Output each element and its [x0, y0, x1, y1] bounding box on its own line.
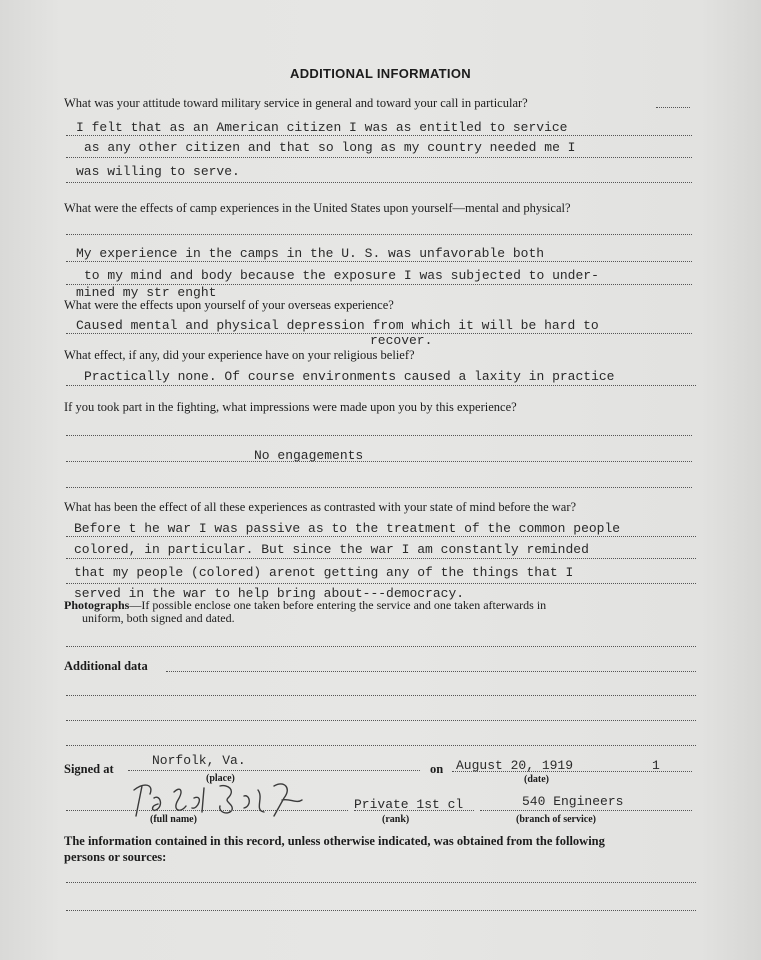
- full-name-caption: (full name): [150, 814, 197, 825]
- answer-rule: [66, 720, 696, 721]
- answer-rule: [66, 461, 692, 462]
- answer-rule: [452, 771, 692, 772]
- rank-caption: (rank): [382, 814, 410, 825]
- additional-data-label: Additional data: [64, 659, 148, 673]
- answer-rule: [66, 385, 696, 386]
- answer-line: served in the war to help bring about---democracy.: [74, 586, 465, 601]
- answer-line: that my people (colored) arenot getting any of the things that I: [74, 565, 574, 580]
- answer-rule: [66, 695, 696, 696]
- signed-date: August 20, 1919: [456, 758, 574, 773]
- answer-rule: [66, 182, 692, 183]
- answer-rule: [66, 261, 692, 262]
- sources-text: The information contained in this record, unless otherwise indicated, was obtained from the following: [64, 834, 605, 848]
- signed-rank: Private 1st cl: [354, 797, 464, 812]
- place-caption: (place): [206, 773, 235, 784]
- question-camp-effects: What were the effects of camp experiences in the United States upon yourself—mental and physical?: [64, 201, 571, 215]
- answer-rule: [66, 536, 696, 537]
- answer-line: No engagements: [254, 448, 364, 463]
- answer-rule: [354, 810, 474, 811]
- answer-line: mined my str enght: [76, 285, 217, 300]
- answer-line: recover.: [370, 333, 433, 348]
- answer-rule: [66, 234, 692, 235]
- on-label: on: [430, 762, 444, 776]
- photographs-instruction-cont: uniform, both signed and dated.: [82, 611, 235, 625]
- signed-date-tail: 1: [652, 758, 660, 773]
- answer-rule: [166, 671, 696, 672]
- answer-rule: [66, 882, 696, 883]
- answer-line: colored, in particular. But since the war I am constantly reminded: [74, 542, 589, 557]
- question-religious-belief: What effect, if any, did your experience have on your religious belief?: [64, 348, 415, 362]
- document-title: ADDITIONAL INFORMATION: [290, 66, 471, 81]
- answer-rule: [66, 487, 692, 488]
- answer-line: Before t he war I was passive as to the treatment of the common people: [74, 521, 621, 536]
- question-attitude: What was your attitude toward military service in general and toward your call in particular?: [64, 96, 528, 110]
- branch-caption: (branch of service): [516, 814, 596, 825]
- answer-rule: [480, 810, 692, 811]
- answer-rule: [66, 435, 692, 436]
- answer-rule: [128, 770, 420, 771]
- answer-line: to my mind and body because the exposure I was subjected to under-: [84, 268, 599, 283]
- answer-rule: [66, 910, 696, 911]
- question-overseas-effects: What were the effects upon yourself of your overseas experience?: [64, 298, 394, 312]
- question-state-of-mind: What has been the effect of all these experiences as contrasted with your state of mind before the war?: [64, 500, 577, 514]
- sources-text-cont: persons or sources:: [64, 850, 167, 864]
- answer-rule: [66, 745, 696, 746]
- question-fighting-impressions: If you took part in the fighting, what impressions were made upon you by this experience?: [64, 400, 517, 414]
- signed-branch: 540 Engineers: [522, 794, 624, 809]
- answer-rule: [66, 646, 696, 647]
- signed-place: Norfolk, Va.: [152, 753, 246, 768]
- answer-rule: [66, 583, 696, 584]
- answer-line: Practically none. Of course environments caused a laxity in practice: [84, 369, 615, 384]
- answer-rule: [66, 810, 348, 811]
- answer-rule: [66, 157, 692, 158]
- answer-rule: [66, 558, 696, 559]
- answer-line: as any other citizen and that so long as my country needed me I: [84, 140, 576, 155]
- answer-rule: [656, 107, 690, 108]
- answer-line: was willing to serve.: [76, 164, 240, 179]
- answer-rule: [66, 135, 692, 136]
- signed-at-label: Signed at: [64, 762, 114, 776]
- photographs-text: —If possible enclose one taken before entering the service and one taken afterwards in: [129, 598, 547, 612]
- answer-line: Caused mental and physical depression from which it will be hard to: [76, 318, 599, 333]
- answer-line: I felt that as an American citizen I was as entitled to service: [76, 120, 568, 135]
- date-caption: (date): [524, 774, 549, 785]
- answer-line: My experience in the camps in the U. S. was unfavorable both: [76, 246, 545, 261]
- photographs-label: Photographs: [64, 598, 130, 612]
